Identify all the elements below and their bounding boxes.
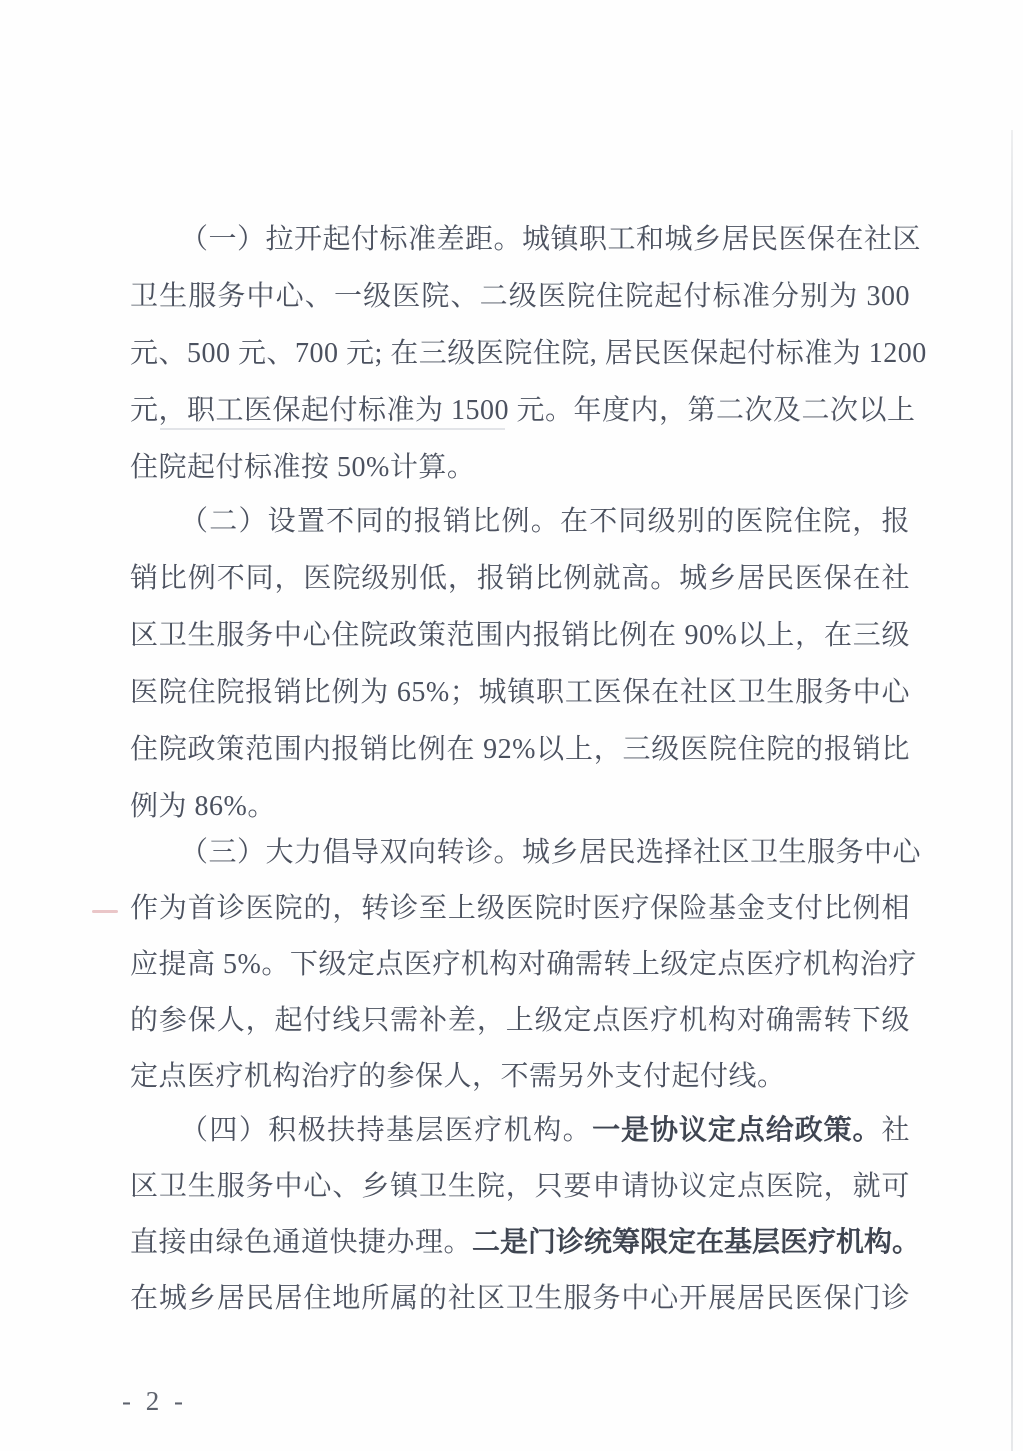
body-text: 住院政策范围内报销比例在 92%以上，三级医院住院的报销比 (130, 734, 910, 765)
text-line (130, 1103, 910, 1159)
para-3 (130, 825, 922, 1105)
para-2 (130, 493, 910, 835)
body-text: 作为首诊医院的，转诊至上级医院时医疗保险基金支付比例相 (130, 893, 910, 924)
body-text: 区卫生服务中心住院政策范围内报销比例在 90%以上，在三级 (130, 620, 910, 651)
body-text: （一）拉开起付标准差距。城镇职工和城乡居民医保在社区 (180, 224, 922, 255)
body-text: 在城乡居民居住地所属的社区卫生服务中心开展居民医保门诊 (130, 1283, 910, 1314)
text-line (130, 881, 910, 937)
body-text: 医院住院报销比例为 65%；城镇职工医保在社区卫生服务中心 (130, 677, 910, 708)
body-text: 区卫生服务中心、乡镇卫生院，只要申请协议定点医院，就可 (130, 1171, 910, 1202)
para-1 (130, 211, 927, 496)
body-text: （二）设置不同的报销比例。在不同级别的医院住院，报 (180, 506, 910, 537)
text-line (130, 937, 917, 993)
emphasis-text: 一是协议定点给政策。 (592, 1115, 882, 1146)
text-line (130, 268, 910, 325)
scan-underline-artifact (160, 428, 505, 430)
text-line (130, 1215, 921, 1271)
text-line (130, 1271, 910, 1327)
body-text: 元、500 元、700 元; 在三级医院住院, 居民医保起付标准为 1200 (130, 338, 927, 369)
text-line (130, 664, 910, 721)
text-line (130, 825, 922, 881)
body-text: 应提高 5%。下级定点医疗机构对确需转上级定点医疗机构治疗 (130, 949, 917, 980)
body-text: （四）积极扶持基层医疗机构。 (180, 1115, 593, 1146)
scan-edge-line (1011, 130, 1013, 1451)
text-line (130, 550, 910, 607)
body-text: 社 (881, 1115, 910, 1146)
body-text: 的参保人，起付线只需补差，上级定点医疗机构对确需转下级 (130, 1005, 910, 1036)
emphasis-text: 二是门诊统筹限定在基层医疗机构。 (472, 1227, 921, 1258)
body-text: 例为 86%。 (130, 791, 276, 822)
page-number: - 2 - (122, 1386, 187, 1416)
text-line (130, 993, 910, 1049)
text-line (130, 211, 922, 268)
text-line (130, 382, 916, 439)
text-line (130, 1049, 910, 1105)
left-margin-mark (92, 910, 118, 913)
text-line (130, 1159, 910, 1215)
body-text: 直接由绿色通道快捷办理。 (130, 1227, 473, 1258)
text-line (130, 493, 910, 550)
text-line (130, 721, 910, 778)
text-line (130, 325, 927, 382)
body-text: 定点医疗机构治疗的参保人，不需另外支付起付线。 (130, 1061, 786, 1092)
text-line (130, 439, 910, 496)
body-text: 住院起付标准按 50%计算。 (130, 452, 476, 483)
body-text: 销比例不同，医院级别低，报销比例就高。城乡居民医保在社 (130, 563, 910, 594)
body-text: 元，职工医保起付标准为 1500 元。年度内，第二次及二次以上 (130, 395, 916, 426)
para-4 (130, 1103, 921, 1327)
body-text: （三）大力倡导双向转诊。城乡居民选择社区卫生服务中心 (180, 837, 922, 868)
text-line (130, 607, 910, 664)
body-text: 卫生服务中心、一级医院、二级医院住院起付标准分别为 300 (130, 281, 910, 312)
